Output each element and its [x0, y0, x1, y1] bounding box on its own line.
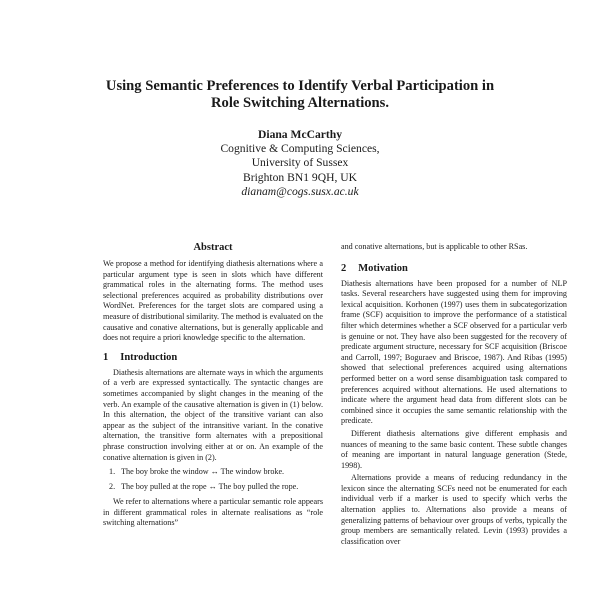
introduction-heading — [103, 352, 323, 364]
motivation-section — [341, 263, 567, 548]
example-number: 1. — [109, 467, 116, 477]
motivation-paragraph-3: Alternations provide a means of reducing redundancy in the lexicon since the alternating SCFs need not be enumerated for each individual verb if a marker is used to specify which verbs the alternation applies to. Alternations also provide a means of generalizing patterns of behaviour over groups of verbs, typically the group members are semantically related. Levin (1993) provides a classification over — [341, 473, 567, 546]
author-address: Brighton BN1 9QH, UK — [242, 170, 357, 184]
author-block — [150, 128, 450, 199]
left-column — [103, 242, 323, 537]
title-line-2: Role Switching Alternations. — [211, 95, 389, 111]
introduction-section — [103, 352, 323, 529]
example-number: 2. — [109, 481, 116, 491]
continuation-text: and conative alternations, but is applicable to other RSas. — [341, 242, 528, 251]
motivation-paragraph-1: Diathesis alternations have been proposed for a number of NLP tasks. Several researchers have suggested using them for improving lexical acquisition. Korhonen (1997) uses them in subcategorization frame (SCF) acquisition to improve the performance of a statistical filter which determines whether a SCF observed for a particular verb is genuine or not. They have also been suggested for the recovery of predicate argument structure, necessary for SCF acquisition (Briscoe and Carroll, 1997; Boguraev and Briscoe, 1987). And Ribas (1995) showed that selectional preferences acquired using alternations performed better on a word sense disambiguation task compared to preferences acquired without alternations. He used alternations to indicate where the argument head data from different slots can be combined since it occupies the same semantic relationship with the predicate. — [341, 278, 567, 426]
author-name: Diana McCarthy — [257, 128, 343, 141]
section-title: Introduction — [120, 351, 178, 363]
section-number: 1 — [103, 351, 109, 363]
motivation-paragraph-2: Different diathesis alternations give different emphasis and nuances of meaning to the same basic content. These subtle changes of meaning are important in natural language generation (Stede, 1998). — [341, 428, 567, 470]
example-item — [109, 482, 323, 493]
paper-title — [60, 78, 540, 112]
abstract-text: We propose a method for identifying diathesis alternations where a particular argument type is seen in slots which have different grammatical roles in the alternating forms. The method uses selectional preferences acquired as probability distributions over WordNet. Preferences for the target slots are compared using a measure of distributional similarity. The method is evaluated on the causative and conative alternations, but is generally applicable and does not require a priori knowledge specific to the alternation. — [103, 259, 323, 343]
section-title: Motivation — [358, 262, 408, 274]
example-text: The boy pulled at the rope ↔ The boy pulled the rope. — [121, 481, 299, 491]
example-list — [103, 467, 323, 492]
abstract-section — [103, 242, 323, 344]
author-email: dianam@cogs.susx.ac.uk — [241, 184, 359, 198]
abstract-heading: Abstract — [193, 242, 233, 253]
motivation-heading — [341, 263, 567, 275]
title-line-1: Using Semantic Preferences to Identify Verbal Participation in — [105, 78, 495, 94]
author-affiliation: Cognitive & Computing Sciences, — [220, 142, 380, 156]
example-item — [109, 467, 323, 478]
section-number: 2 — [341, 262, 347, 274]
right-column — [341, 242, 567, 555]
author-university: University of Sussex — [251, 156, 349, 170]
introduction-paragraph-2: We refer to alternations where a particular semantic role appears in different grammatical roles in alternate realisations as “role switching alternations” — [103, 497, 323, 528]
example-text: The boy broke the window ↔ The window broke. — [121, 467, 285, 477]
introduction-paragraph-1: Diathesis alternations are alternate ways in which the arguments of a verb are expressed syntactically. The syntactic changes are sometimes accompanied by slight changes in the meaning of the verb. An example of the causative alternation is given in (1) below. In this alternation, the object of the transitive variant can also appear as the subject of the intransitive variant. In the conative alternation, the transitive form alternates with a prepositional phrase construction involving either at or on. An example of the conative alternation is given in (2). — [103, 367, 323, 462]
